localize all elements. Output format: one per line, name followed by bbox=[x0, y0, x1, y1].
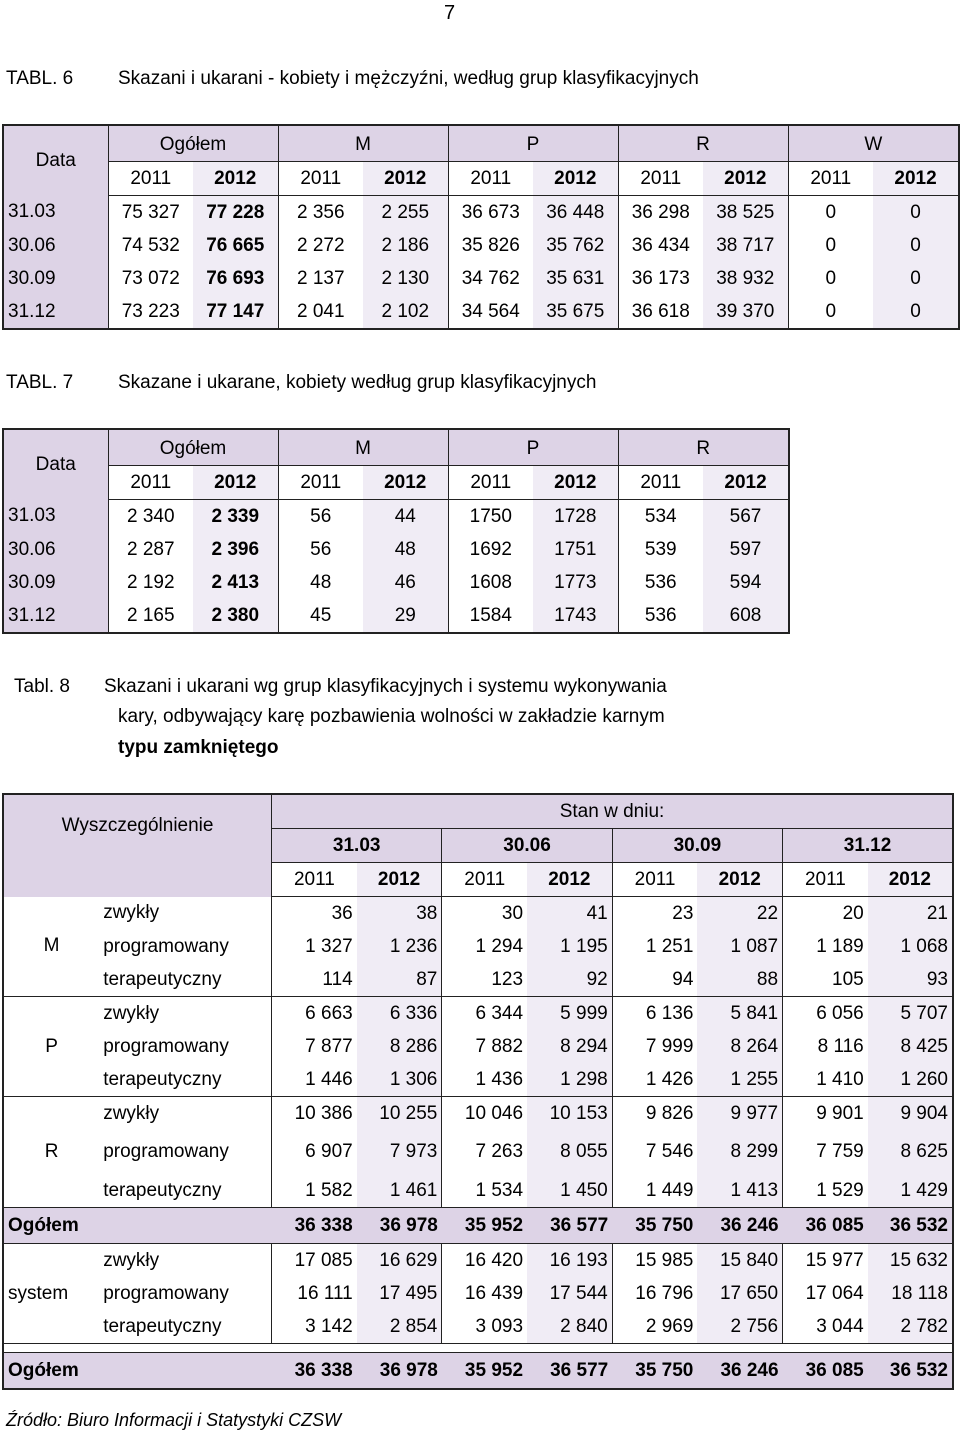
value-cell: 10 046 bbox=[442, 1097, 527, 1131]
value-cell: 56 bbox=[278, 500, 363, 534]
value-cell: 10 153 bbox=[527, 1097, 612, 1131]
year-header: 2011 bbox=[618, 162, 703, 196]
date-header: Data bbox=[3, 429, 108, 500]
value-cell: 1773 bbox=[533, 566, 618, 599]
value-cell: 1743 bbox=[533, 599, 618, 633]
value-cell: 2 840 bbox=[527, 1310, 612, 1344]
value-cell: 2 130 bbox=[363, 262, 448, 295]
value-cell: 1 461 bbox=[357, 1174, 442, 1208]
value-cell: 36 673 bbox=[448, 196, 533, 230]
value-cell: 18 118 bbox=[868, 1277, 953, 1310]
value-cell: 534 bbox=[618, 500, 703, 534]
type-label: terapeutyczny bbox=[99, 963, 271, 997]
type-label: programowany bbox=[99, 1130, 271, 1174]
value-cell: 15 632 bbox=[868, 1244, 953, 1278]
value-cell: 2 272 bbox=[278, 229, 363, 262]
value-cell: 16 193 bbox=[527, 1244, 612, 1278]
value-cell: 10 386 bbox=[272, 1097, 357, 1131]
value-cell: 2 165 bbox=[108, 599, 193, 633]
header-row-groups bbox=[3, 429, 789, 466]
value-cell: 41 bbox=[527, 897, 612, 931]
year-header: 2011 bbox=[108, 466, 193, 500]
value-cell: 29 bbox=[363, 599, 448, 633]
value-cell: 2 255 bbox=[363, 196, 448, 230]
tabl8-title-line2: kary, odbywający karę pozbawienia wolności w zakładzie karnym bbox=[118, 706, 665, 727]
group-label: R bbox=[3, 1097, 99, 1208]
total-value: 36 577 bbox=[527, 1208, 612, 1244]
header-row-years bbox=[3, 162, 959, 196]
tabl6-label: TABL. 6 bbox=[6, 68, 74, 89]
value-cell: 34 762 bbox=[448, 262, 533, 295]
system-label: system bbox=[3, 1244, 99, 1344]
value-cell: 2 782 bbox=[868, 1310, 953, 1344]
group-label: P bbox=[3, 997, 99, 1097]
type-label: zwykły bbox=[99, 1244, 271, 1278]
total-value: 36 978 bbox=[357, 1208, 442, 1244]
group-header: M bbox=[278, 125, 448, 162]
value-cell: 36 448 bbox=[533, 196, 618, 230]
value-cell: 105 bbox=[783, 963, 868, 997]
value-cell: 1 306 bbox=[357, 1063, 442, 1097]
value-cell: 77 228 bbox=[193, 196, 278, 230]
tabl8-title-line3: typu zamkniętego bbox=[118, 737, 279, 758]
table-row bbox=[3, 1277, 953, 1310]
value-cell: 45 bbox=[278, 599, 363, 633]
value-cell: 17 650 bbox=[697, 1277, 782, 1310]
group-header: P bbox=[448, 429, 618, 466]
type-label: programowany bbox=[99, 1030, 271, 1063]
type-label: zwykły bbox=[99, 1097, 271, 1131]
value-cell: 114 bbox=[272, 963, 357, 997]
value-cell: 1 327 bbox=[272, 930, 357, 963]
value-cell: 20 bbox=[783, 897, 868, 931]
value-cell: 536 bbox=[618, 566, 703, 599]
year-header: 2012 bbox=[363, 466, 448, 500]
value-cell: 8 116 bbox=[783, 1030, 868, 1063]
table-row bbox=[3, 500, 789, 534]
group-header: W bbox=[788, 125, 959, 162]
value-cell: 2 380 bbox=[193, 599, 278, 633]
value-cell: 1 529 bbox=[783, 1174, 868, 1208]
value-cell: 16 439 bbox=[442, 1277, 527, 1310]
year-header: 2011 bbox=[272, 863, 357, 897]
value-cell: 0 bbox=[788, 196, 873, 230]
table-row bbox=[3, 1174, 953, 1208]
stan-header: Stan w dniu: bbox=[272, 794, 953, 829]
table-row bbox=[3, 1130, 953, 1174]
header-row-groups bbox=[3, 125, 959, 162]
value-cell: 36 618 bbox=[618, 295, 703, 329]
value-cell: 9 904 bbox=[868, 1097, 953, 1131]
type-label: programowany bbox=[99, 1277, 271, 1310]
value-cell: 7 263 bbox=[442, 1130, 527, 1174]
value-cell: 1 255 bbox=[697, 1063, 782, 1097]
year-header: 2012 bbox=[357, 863, 442, 897]
value-cell: 1 436 bbox=[442, 1063, 527, 1097]
value-cell: 1 534 bbox=[442, 1174, 527, 1208]
value-cell: 3 093 bbox=[442, 1310, 527, 1344]
value-cell: 10 255 bbox=[357, 1097, 442, 1131]
value-cell: 7 999 bbox=[612, 1030, 697, 1063]
value-cell: 1 189 bbox=[783, 930, 868, 963]
value-cell: 35 631 bbox=[533, 262, 618, 295]
tabl6-table bbox=[2, 124, 960, 330]
value-cell: 0 bbox=[873, 262, 959, 295]
value-cell: 8 625 bbox=[868, 1130, 953, 1174]
value-cell: 0 bbox=[788, 295, 873, 329]
year-header: 2012 bbox=[533, 466, 618, 500]
value-cell: 48 bbox=[363, 533, 448, 566]
type-label: terapeutyczny bbox=[99, 1063, 271, 1097]
table-row bbox=[3, 262, 959, 295]
value-cell: 44 bbox=[363, 500, 448, 534]
year-header: 2011 bbox=[618, 466, 703, 500]
tabl7-table bbox=[2, 428, 790, 634]
value-cell: 2 340 bbox=[108, 500, 193, 534]
value-cell: 77 147 bbox=[193, 295, 278, 329]
value-cell: 2 396 bbox=[193, 533, 278, 566]
value-cell: 8 286 bbox=[357, 1030, 442, 1063]
value-cell: 1 429 bbox=[868, 1174, 953, 1208]
value-cell: 1 450 bbox=[527, 1174, 612, 1208]
group-header: P bbox=[448, 125, 618, 162]
value-cell: 76 693 bbox=[193, 262, 278, 295]
value-cell: 6 663 bbox=[272, 997, 357, 1031]
value-cell: 7 973 bbox=[357, 1130, 442, 1174]
value-cell: 9 901 bbox=[783, 1097, 868, 1131]
value-cell: 123 bbox=[442, 963, 527, 997]
value-cell: 15 840 bbox=[697, 1244, 782, 1278]
value-cell: 6 056 bbox=[783, 997, 868, 1031]
total-value: 36 978 bbox=[357, 1353, 442, 1390]
row-date: 31.12 bbox=[3, 295, 108, 329]
value-cell: 1 413 bbox=[697, 1174, 782, 1208]
value-cell: 16 629 bbox=[357, 1244, 442, 1278]
row-date: 31.03 bbox=[3, 196, 108, 230]
value-cell: 594 bbox=[703, 566, 789, 599]
value-cell: 1 087 bbox=[697, 930, 782, 963]
row-date: 30.06 bbox=[3, 229, 108, 262]
value-cell: 9 977 bbox=[697, 1097, 782, 1131]
value-cell: 539 bbox=[618, 533, 703, 566]
table-row bbox=[3, 1030, 953, 1063]
table-row bbox=[3, 897, 953, 931]
spacer bbox=[3, 1344, 953, 1353]
value-cell: 6 907 bbox=[272, 1130, 357, 1174]
value-cell: 48 bbox=[278, 566, 363, 599]
value-cell: 536 bbox=[618, 599, 703, 633]
value-cell: 2 102 bbox=[363, 295, 448, 329]
value-cell: 0 bbox=[873, 196, 959, 230]
value-cell: 75 327 bbox=[108, 196, 193, 230]
value-cell: 1 410 bbox=[783, 1063, 868, 1097]
value-cell: 9 826 bbox=[612, 1097, 697, 1131]
tabl7-title: Skazane i ukarane, kobiety według grup klasyfikacyjnych bbox=[118, 372, 597, 393]
value-cell: 35 826 bbox=[448, 229, 533, 262]
value-cell: 6 136 bbox=[612, 997, 697, 1031]
total-value: 35 952 bbox=[442, 1208, 527, 1244]
type-label: terapeutyczny bbox=[99, 1174, 271, 1208]
value-cell: 1751 bbox=[533, 533, 618, 566]
group-header: R bbox=[618, 125, 788, 162]
value-cell: 8 425 bbox=[868, 1030, 953, 1063]
year-header: 2011 bbox=[108, 162, 193, 196]
value-cell: 30 bbox=[442, 897, 527, 931]
year-header: 2011 bbox=[278, 162, 363, 196]
year-header: 2011 bbox=[448, 162, 533, 196]
value-cell: 5 841 bbox=[697, 997, 782, 1031]
value-cell: 1750 bbox=[448, 500, 533, 534]
table-row bbox=[3, 1097, 953, 1131]
value-cell: 8 055 bbox=[527, 1130, 612, 1174]
page-number: 7 bbox=[444, 2, 456, 24]
value-cell: 46 bbox=[363, 566, 448, 599]
value-cell: 1 068 bbox=[868, 930, 953, 963]
table-row bbox=[3, 1244, 953, 1278]
total-value: 36 338 bbox=[272, 1353, 357, 1390]
year-header: 2011 bbox=[448, 466, 533, 500]
value-cell: 16 420 bbox=[442, 1244, 527, 1278]
year-header: 2012 bbox=[363, 162, 448, 196]
value-cell: 16 111 bbox=[272, 1277, 357, 1310]
value-cell: 5 707 bbox=[868, 997, 953, 1031]
year-header: 2012 bbox=[868, 863, 953, 897]
value-cell: 38 932 bbox=[703, 262, 788, 295]
value-cell: 5 999 bbox=[527, 997, 612, 1031]
value-cell: 0 bbox=[788, 262, 873, 295]
row-date: 30.06 bbox=[3, 533, 108, 566]
value-cell: 15 977 bbox=[783, 1244, 868, 1278]
value-cell: 6 344 bbox=[442, 997, 527, 1031]
total-value: 36 085 bbox=[783, 1208, 868, 1244]
value-cell: 38 525 bbox=[703, 196, 788, 230]
value-cell: 87 bbox=[357, 963, 442, 997]
group-label: M bbox=[3, 897, 99, 997]
value-cell: 608 bbox=[703, 599, 789, 633]
value-cell: 6 336 bbox=[357, 997, 442, 1031]
table-row bbox=[3, 229, 959, 262]
group-header: M bbox=[278, 429, 448, 466]
year-header: 2011 bbox=[788, 162, 873, 196]
table-row bbox=[3, 997, 953, 1031]
source-note: Źródło: Biuro Informacji i Statystyki CZSW bbox=[6, 1410, 342, 1430]
value-cell: 1 236 bbox=[357, 930, 442, 963]
value-cell: 1 195 bbox=[527, 930, 612, 963]
table-row bbox=[3, 533, 789, 566]
header-row-years bbox=[3, 466, 789, 500]
value-cell: 16 796 bbox=[612, 1277, 697, 1310]
total-value: 36 246 bbox=[697, 1353, 782, 1390]
value-cell: 1 298 bbox=[527, 1063, 612, 1097]
value-cell: 1608 bbox=[448, 566, 533, 599]
table-row bbox=[3, 930, 953, 963]
total-value: 36 246 bbox=[697, 1208, 782, 1244]
table-row bbox=[3, 196, 959, 230]
value-cell: 1584 bbox=[448, 599, 533, 633]
year-header: 2011 bbox=[612, 863, 697, 897]
value-cell: 88 bbox=[697, 963, 782, 997]
value-cell: 1728 bbox=[533, 500, 618, 534]
row-date: 30.09 bbox=[3, 566, 108, 599]
value-cell: 15 985 bbox=[612, 1244, 697, 1278]
value-cell: 2 854 bbox=[357, 1310, 442, 1344]
value-cell: 17 544 bbox=[527, 1277, 612, 1310]
value-cell: 23 bbox=[612, 897, 697, 931]
wyszczegolnienie-header: Wyszczególnienie bbox=[3, 794, 272, 897]
value-cell: 0 bbox=[873, 295, 959, 329]
year-header: 2011 bbox=[783, 863, 868, 897]
value-cell: 7 877 bbox=[272, 1030, 357, 1063]
value-cell: 17 064 bbox=[783, 1277, 868, 1310]
value-cell: 36 bbox=[272, 897, 357, 931]
tabl8-table bbox=[2, 793, 954, 1390]
value-cell: 21 bbox=[868, 897, 953, 931]
value-cell: 56 bbox=[278, 533, 363, 566]
total-label: Ogółem bbox=[3, 1208, 272, 1244]
type-label: programowany bbox=[99, 930, 271, 963]
value-cell: 3 142 bbox=[272, 1310, 357, 1344]
type-label: terapeutyczny bbox=[99, 1310, 271, 1344]
value-cell: 35 762 bbox=[533, 229, 618, 262]
group-header: R bbox=[618, 429, 789, 466]
value-cell: 0 bbox=[873, 229, 959, 262]
tabl8-label: Tabl. 8 bbox=[14, 676, 70, 697]
value-cell: 2 356 bbox=[278, 196, 363, 230]
group-header: Ogółem bbox=[108, 125, 278, 162]
year-header: 2011 bbox=[442, 863, 527, 897]
value-cell: 1 260 bbox=[868, 1063, 953, 1097]
total-value: 35 750 bbox=[612, 1353, 697, 1390]
value-cell: 38 717 bbox=[703, 229, 788, 262]
value-cell: 1 446 bbox=[272, 1063, 357, 1097]
value-cell: 94 bbox=[612, 963, 697, 997]
value-cell: 7 759 bbox=[783, 1130, 868, 1174]
value-cell: 2 969 bbox=[612, 1310, 697, 1344]
total-value: 36 085 bbox=[783, 1353, 868, 1390]
tabl7-label: TABL. 7 bbox=[6, 372, 74, 393]
table-row bbox=[3, 566, 789, 599]
value-cell: 7 546 bbox=[612, 1130, 697, 1174]
total-value: 36 338 bbox=[272, 1208, 357, 1244]
date-header: Data bbox=[3, 125, 108, 196]
total-row bbox=[3, 1353, 953, 1390]
value-cell: 2 186 bbox=[363, 229, 448, 262]
value-cell: 8 294 bbox=[527, 1030, 612, 1063]
value-cell: 17 495 bbox=[357, 1277, 442, 1310]
value-cell: 34 564 bbox=[448, 295, 533, 329]
value-cell: 74 532 bbox=[108, 229, 193, 262]
row-date: 31.12 bbox=[3, 599, 108, 633]
type-label: zwykły bbox=[99, 897, 271, 931]
value-cell: 38 bbox=[357, 897, 442, 931]
value-cell: 76 665 bbox=[193, 229, 278, 262]
value-cell: 2 756 bbox=[697, 1310, 782, 1344]
value-cell: 0 bbox=[788, 229, 873, 262]
date-header: 30.06 bbox=[442, 829, 612, 863]
row-date: 30.09 bbox=[3, 262, 108, 295]
value-cell: 2 339 bbox=[193, 500, 278, 534]
value-cell: 93 bbox=[868, 963, 953, 997]
value-cell: 1 426 bbox=[612, 1063, 697, 1097]
tabl6-title: Skazani i ukarani - kobiety i mężczyźni, według grup klasyfikacyjnych bbox=[118, 68, 699, 89]
year-header: 2012 bbox=[527, 863, 612, 897]
value-cell: 2 287 bbox=[108, 533, 193, 566]
value-cell: 597 bbox=[703, 533, 789, 566]
date-header: 31.03 bbox=[272, 829, 442, 863]
year-header: 2012 bbox=[533, 162, 618, 196]
value-cell: 36 173 bbox=[618, 262, 703, 295]
value-cell: 8 299 bbox=[697, 1130, 782, 1174]
total-value: 35 750 bbox=[612, 1208, 697, 1244]
value-cell: 8 264 bbox=[697, 1030, 782, 1063]
value-cell: 2 041 bbox=[278, 295, 363, 329]
type-label: zwykły bbox=[99, 997, 271, 1031]
value-cell: 73 223 bbox=[108, 295, 193, 329]
value-cell: 1 251 bbox=[612, 930, 697, 963]
table-row bbox=[3, 599, 789, 633]
value-cell: 36 298 bbox=[618, 196, 703, 230]
table-row bbox=[3, 295, 959, 329]
value-cell: 36 434 bbox=[618, 229, 703, 262]
value-cell: 2 413 bbox=[193, 566, 278, 599]
value-cell: 22 bbox=[697, 897, 782, 931]
value-cell: 2 137 bbox=[278, 262, 363, 295]
year-header: 2012 bbox=[703, 162, 788, 196]
year-header: 2012 bbox=[873, 162, 959, 196]
year-header: 2012 bbox=[193, 162, 278, 196]
table-row bbox=[3, 1063, 953, 1097]
total-row bbox=[3, 1208, 953, 1244]
row-date: 31.03 bbox=[3, 500, 108, 534]
date-header: 31.12 bbox=[783, 829, 953, 863]
value-cell: 1 449 bbox=[612, 1174, 697, 1208]
year-header: 2012 bbox=[193, 466, 278, 500]
value-cell: 73 072 bbox=[108, 262, 193, 295]
total-label: Ogółem bbox=[3, 1353, 272, 1390]
table-row bbox=[3, 1310, 953, 1344]
group-header: Ogółem bbox=[108, 429, 278, 466]
year-header: 2012 bbox=[697, 863, 782, 897]
year-header: 2012 bbox=[703, 466, 789, 500]
value-cell: 17 085 bbox=[272, 1244, 357, 1278]
value-cell: 7 882 bbox=[442, 1030, 527, 1063]
value-cell: 567 bbox=[703, 500, 789, 534]
value-cell: 35 675 bbox=[533, 295, 618, 329]
total-value: 36 532 bbox=[868, 1353, 953, 1390]
tabl8-title-line1: Skazani i ukarani wg grup klasyfikacyjnych i systemu wykonywania bbox=[104, 676, 667, 697]
total-value: 36 532 bbox=[868, 1208, 953, 1244]
year-header: 2011 bbox=[278, 466, 363, 500]
value-cell: 1692 bbox=[448, 533, 533, 566]
value-cell: 39 370 bbox=[703, 295, 788, 329]
value-cell: 2 192 bbox=[108, 566, 193, 599]
table-row bbox=[3, 963, 953, 997]
date-header: 30.09 bbox=[612, 829, 782, 863]
value-cell: 92 bbox=[527, 963, 612, 997]
value-cell: 1 294 bbox=[442, 930, 527, 963]
value-cell: 3 044 bbox=[783, 1310, 868, 1344]
total-value: 35 952 bbox=[442, 1353, 527, 1390]
total-value: 36 577 bbox=[527, 1353, 612, 1390]
value-cell: 1 582 bbox=[272, 1174, 357, 1208]
